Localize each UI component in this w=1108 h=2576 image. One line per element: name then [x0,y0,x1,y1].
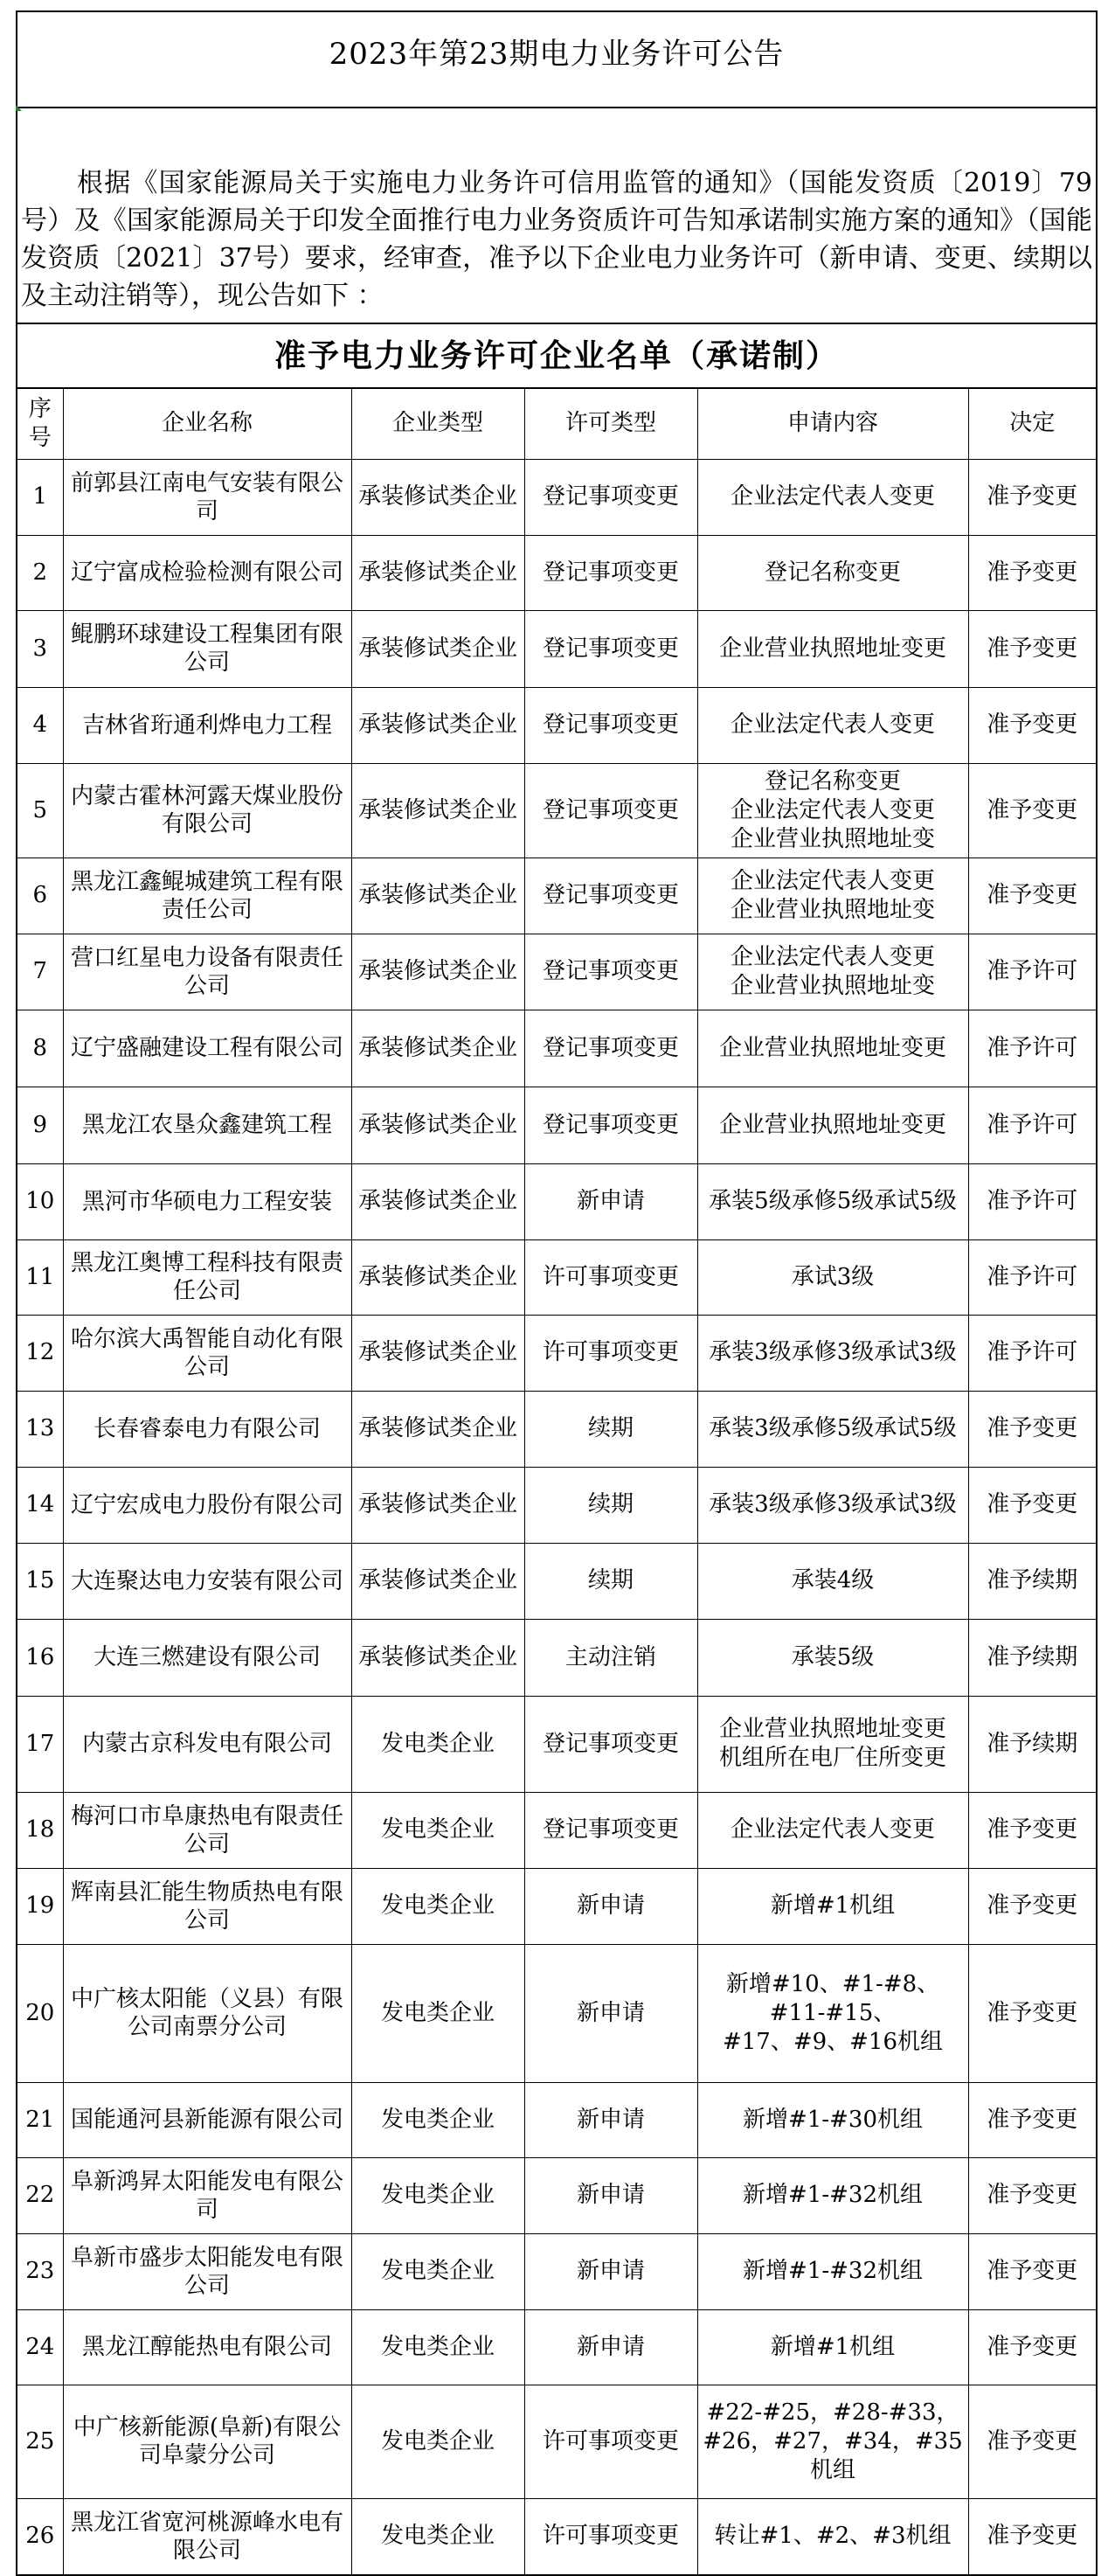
row-enterprise-type: 承装修试类企业 [351,1010,524,1087]
row-decision: 准予变更 [968,610,1096,687]
application-line: 承装3级承修5级承试5级 [709,1415,957,1441]
row-permit-type: 登记事项变更 [524,459,697,535]
row-enterprise-type: 承装修试类企业 [351,1543,524,1619]
application-line: 承试3级 [791,1263,875,1290]
row-company-name: 中广核太阳能（义县）有限公司南票分公司 [63,1944,351,2082]
row-enterprise-type: 发电类企业 [351,2309,524,2385]
row-permit-type: 许可事项变更 [524,2385,697,2498]
row-no: 25 [17,2385,63,2498]
row-no: 19 [17,1868,63,1944]
row-decision: 准予变更 [968,2385,1096,2498]
row-company-name: 黑龙江鑫鲲城建筑工程有限责任公司 [63,858,351,934]
row-company-name: 黑龙江农垦众鑫建筑工程 [63,1087,351,1163]
row-company-name: 黑龙江醇能热电有限公司 [63,2309,351,2385]
row-application-content [697,1087,968,1163]
list-title: 准予电力业务许可企业名单（承诺制） [17,324,1096,389]
row-application-content [697,610,968,687]
row-decision: 准予变更 [968,763,1096,858]
row-company-name: 中广核新能源(阜新)有限公司阜蒙分公司 [63,2385,351,2498]
table-header-row [17,389,1096,459]
row-permit-type: 登记事项变更 [524,934,697,1010]
header-no: 序号 [17,389,63,459]
row-application-content [697,858,968,934]
row-application-content [697,2157,968,2233]
application-line: 承装3级承修3级承试3级 [709,1339,957,1365]
row-decision: 准予许可 [968,1010,1096,1087]
table-row [17,1944,1096,2082]
row-application-content [697,763,968,858]
application-line: 新增#1-#32机组 [743,2182,923,2208]
application-line: 机组 [809,2456,855,2483]
row-application-content [697,2082,968,2157]
header-app: 申请内容 [697,389,968,459]
row-decision: 准予变更 [968,2498,1096,2574]
application-line: 登记名称变更 [764,767,901,795]
row-application-content [697,1010,968,1087]
row-company-name: 内蒙古霍林河露天煤业股份有限公司 [63,763,351,858]
row-decision: 准予变更 [968,1792,1096,1868]
row-no: 10 [17,1163,63,1239]
row-permit-type: 登记事项变更 [524,687,697,763]
application-line: 企业营业执照地址变更 [718,635,946,662]
row-no: 11 [17,1239,63,1315]
row-no: 12 [17,1315,63,1391]
application-line: #22-#25，#28-#33， [706,2399,959,2426]
row-enterprise-type: 发电类企业 [351,2498,524,2574]
row-enterprise-type: 发电类企业 [351,1696,524,1792]
row-permit-type: 许可事项变更 [524,2498,697,2574]
row-decision: 准予变更 [968,535,1096,610]
row-no: 17 [17,1696,63,1792]
application-line: 企业法定代表人变更 [730,712,935,738]
row-application-content [697,1315,968,1391]
row-enterprise-type: 承装修试类企业 [351,1239,524,1315]
row-enterprise-type: 发电类企业 [351,1792,524,1868]
row-enterprise-type: 发电类企业 [351,2233,524,2309]
row-no: 23 [17,2233,63,2309]
intro-paragraph: 根据《国家能源局关于实施电力业务许可信用监管的通知》（国能发资质〔2019〕79号）及《国家能源局关于印发全面推行电力业务资质许可告知承诺制实施方案的通知》（国能发资质〔2021〕37号）要求，经审查，准予以下企业电力业务许可（新申请、变更、续期以及主动注销等），现公告如下 ： [21,168,1092,311]
row-application-content [697,1619,968,1696]
application-line: 承装4级 [791,1567,875,1594]
application-line: 新增#10、#1-#8、 [725,1970,940,1997]
application-line: 企业营业执照地址变 [730,972,935,999]
application-line: 新增#1机组 [770,2333,896,2360]
row-no: 16 [17,1619,63,1696]
row-enterprise-type: 承装修试类企业 [351,535,524,610]
row-permit-type: 续期 [524,1543,697,1619]
row-no: 26 [17,2498,63,2574]
row-enterprise-type: 发电类企业 [351,2157,524,2233]
row-decision: 准予变更 [968,1944,1096,2082]
row-enterprise-type: 承装修试类企业 [351,1391,524,1467]
row-application-content [697,2309,968,2385]
table-row [17,2498,1096,2574]
row-company-name: 吉林省珩通利烨电力工程 [63,687,351,763]
row-company-name: 阜新市盛步太阳能发电有限公司 [63,2233,351,2309]
row-permit-type: 主动注销 [524,1619,697,1696]
row-enterprise-type: 承装修试类企业 [351,687,524,763]
application-line: 企业法定代表人变更 [730,1816,935,1843]
row-application-content [697,1239,968,1315]
row-company-name: 辉南县汇能生物质热电有限公司 [63,1868,351,1944]
row-permit-type: 新申请 [524,2157,697,2233]
row-decision: 准予变更 [968,858,1096,934]
header-type: 企业类型 [351,389,524,459]
row-application-content [697,1944,968,2082]
row-company-name: 国能通河县新能源有限公司 [63,2082,351,2157]
row-application-content [697,1792,968,1868]
row-decision: 准予许可 [968,1087,1096,1163]
announcement-document [16,10,1098,2576]
application-line: 转让#1、#2、#3机组 [714,2523,952,2550]
table-row [17,1619,1096,1696]
table-row [17,459,1096,535]
table-row [17,1239,1096,1315]
row-permit-type: 登记事项变更 [524,1010,697,1087]
row-application-content [697,1868,968,1944]
row-permit-type: 登记事项变更 [524,858,697,934]
row-decision: 准予许可 [968,934,1096,1010]
table-row [17,2385,1096,2498]
row-decision: 准予许可 [968,1239,1096,1315]
row-permit-type: 新申请 [524,2082,697,2157]
table-row [17,1868,1096,1944]
application-line: 新增#1机组 [770,1892,896,1919]
row-no: 2 [17,535,63,610]
application-line: 机组所在电厂住所变更 [718,1745,946,1771]
row-enterprise-type: 承装修试类企业 [351,858,524,934]
row-decision: 准予续期 [968,1543,1096,1619]
row-permit-type: 登记事项变更 [524,1792,697,1868]
row-decision: 准予变更 [968,459,1096,535]
application-line: 企业营业执照地址变更 [718,1716,946,1742]
header-name: 企业名称 [63,389,351,459]
table-row [17,934,1096,1010]
row-company-name: 大连聚达电力安装有限公司 [63,1543,351,1619]
row-company-name: 梅河口市阜康热电有限责任公司 [63,1792,351,1868]
row-no: 1 [17,459,63,535]
application-line: 企业营业执照地址变更 [718,1034,946,1061]
row-permit-type: 续期 [524,1391,697,1467]
row-enterprise-type: 发电类企业 [351,1868,524,1944]
intro-section [17,108,1096,324]
row-company-name: 黑龙江省宽河桃源峰水电有限公司 [63,2498,351,2574]
application-line: 企业法定代表人变更 [730,943,935,970]
row-company-name: 鲲鹏环球建设工程集团有限公司 [63,610,351,687]
row-permit-type: 许可事项变更 [524,1315,697,1391]
row-decision: 准予续期 [968,1696,1096,1792]
table-row [17,2309,1096,2385]
row-enterprise-type: 发电类企业 [351,2082,524,2157]
row-no: 15 [17,1543,63,1619]
row-company-name: 内蒙古京科发电有限公司 [63,1696,351,1792]
application-line: 登记名称变更 [764,559,901,586]
application-line: #17、#9、#16机组 [722,2028,944,2055]
row-enterprise-type: 承装修试类企业 [351,610,524,687]
header-decision: 决定 [968,389,1096,459]
application-line: 企业法定代表人变更 [730,483,935,510]
row-application-content [697,1467,968,1543]
row-permit-type: 许可事项变更 [524,1239,697,1315]
row-decision: 准予变更 [968,2082,1096,2157]
table-row [17,1543,1096,1619]
table-row [17,1696,1096,1792]
header-perm: 许可类型 [524,389,697,459]
row-no: 22 [17,2157,63,2233]
row-decision: 准予变更 [968,1391,1096,1467]
row-permit-type: 新申请 [524,1868,697,1944]
table-row [17,763,1096,858]
application-line: #11-#15、 [769,1999,897,2026]
row-decision: 准予续期 [968,1619,1096,1696]
application-line: 企业法定代表人变更 [730,867,935,894]
row-decision: 准予许可 [968,1315,1096,1391]
row-company-name: 营口红星电力设备有限责任公司 [63,934,351,1010]
row-no: 5 [17,763,63,858]
row-enterprise-type: 发电类企业 [351,2385,524,2498]
row-application-content [697,1696,968,1792]
row-company-name: 哈尔滨大禹智能自动化有限公司 [63,1315,351,1391]
table-row [17,1315,1096,1391]
application-line: 承装5级承修5级承试5级 [709,1188,957,1214]
application-line: 企业营业执照地址变 [730,896,935,923]
row-no: 7 [17,934,63,1010]
table-row [17,2233,1096,2309]
table-row [17,2157,1096,2233]
application-line: 承装5级 [791,1643,875,1670]
row-permit-type: 新申请 [524,1163,697,1239]
row-application-content [697,934,968,1010]
row-enterprise-type: 承装修试类企业 [351,934,524,1010]
row-company-name: 黑河市华硕电力工程安装 [63,1163,351,1239]
application-line: 企业营业执照地址变更 [718,1111,946,1138]
row-decision: 准予许可 [968,1163,1096,1239]
row-no: 18 [17,1792,63,1868]
row-no: 8 [17,1010,63,1087]
application-line: 承装3级承修3级承试3级 [709,1491,957,1517]
row-company-name: 前郭县江南电气安装有限公司 [63,459,351,535]
row-application-content [697,687,968,763]
row-permit-type: 登记事项变更 [524,1696,697,1792]
row-no: 20 [17,1944,63,2082]
row-permit-type: 新申请 [524,2309,697,2385]
row-company-name: 辽宁盛融建设工程有限公司 [63,1010,351,1087]
table-row [17,1163,1096,1239]
row-enterprise-type: 承装修试类企业 [351,1163,524,1239]
table-row [17,1010,1096,1087]
row-no: 14 [17,1467,63,1543]
table-row [17,535,1096,610]
row-decision: 准予变更 [968,2233,1096,2309]
row-application-content [697,2498,968,2574]
row-application-content [697,1163,968,1239]
row-company-name: 长春睿泰电力有限公司 [63,1391,351,1467]
row-application-content [697,2385,968,2498]
row-company-name: 大连三燃建设有限公司 [63,1619,351,1696]
row-no: 24 [17,2309,63,2385]
row-decision: 准予变更 [968,2309,1096,2385]
row-enterprise-type: 承装修试类企业 [351,1619,524,1696]
row-application-content [697,459,968,535]
row-no: 21 [17,2082,63,2157]
row-application-content [697,2233,968,2309]
row-permit-type: 新申请 [524,2233,697,2309]
row-permit-type: 续期 [524,1467,697,1543]
row-no: 3 [17,610,63,687]
application-line: 企业营业执照地址变 [730,825,935,852]
row-enterprise-type: 承装修试类企业 [351,1315,524,1391]
row-company-name: 辽宁宏成电力股份有限公司 [63,1467,351,1543]
row-decision: 准予变更 [968,2157,1096,2233]
row-application-content [697,535,968,610]
table-row [17,1087,1096,1163]
row-no: 6 [17,858,63,934]
row-enterprise-type: 承装修试类企业 [351,1087,524,1163]
row-application-content [697,1391,968,1467]
table-row [17,2082,1096,2157]
row-enterprise-type: 发电类企业 [351,1944,524,2082]
application-line: 企业法定代表人变更 [730,796,935,823]
row-decision: 准予变更 [968,1868,1096,1944]
row-application-content [697,1543,968,1619]
row-decision: 准予变更 [968,687,1096,763]
row-no: 9 [17,1087,63,1163]
application-line: #26，#27，#34，#35 [703,2427,963,2454]
row-company-name: 辽宁富成检验检测有限公司 [63,535,351,610]
table-row [17,858,1096,934]
application-line: 新增#1-#32机组 [743,2258,923,2284]
table-row [17,687,1096,763]
row-permit-type: 新申请 [524,1944,697,2082]
row-no: 13 [17,1391,63,1467]
row-permit-type: 登记事项变更 [524,763,697,858]
row-permit-type: 登记事项变更 [524,1087,697,1163]
license-table [17,389,1096,2574]
row-no: 4 [17,687,63,763]
title-section [17,12,1096,108]
application-line: 新增#1-#30机组 [743,2106,923,2133]
row-decision: 准予变更 [968,1467,1096,1543]
row-permit-type: 登记事项变更 [524,535,697,610]
row-enterprise-type: 承装修试类企业 [351,1467,524,1543]
row-company-name: 黑龙江奥博工程科技有限责任公司 [63,1239,351,1315]
row-permit-type: 登记事项变更 [524,610,697,687]
row-enterprise-type: 承装修试类企业 [351,459,524,535]
table-row [17,1391,1096,1467]
row-enterprise-type: 承装修试类企业 [351,763,524,858]
table-row [17,1792,1096,1868]
document-title: 2023年第23期电力业务许可公告 [329,37,785,72]
table-row [17,610,1096,687]
row-company-name: 阜新鸿昇太阳能发电有限公司 [63,2157,351,2233]
table-row [17,1467,1096,1543]
